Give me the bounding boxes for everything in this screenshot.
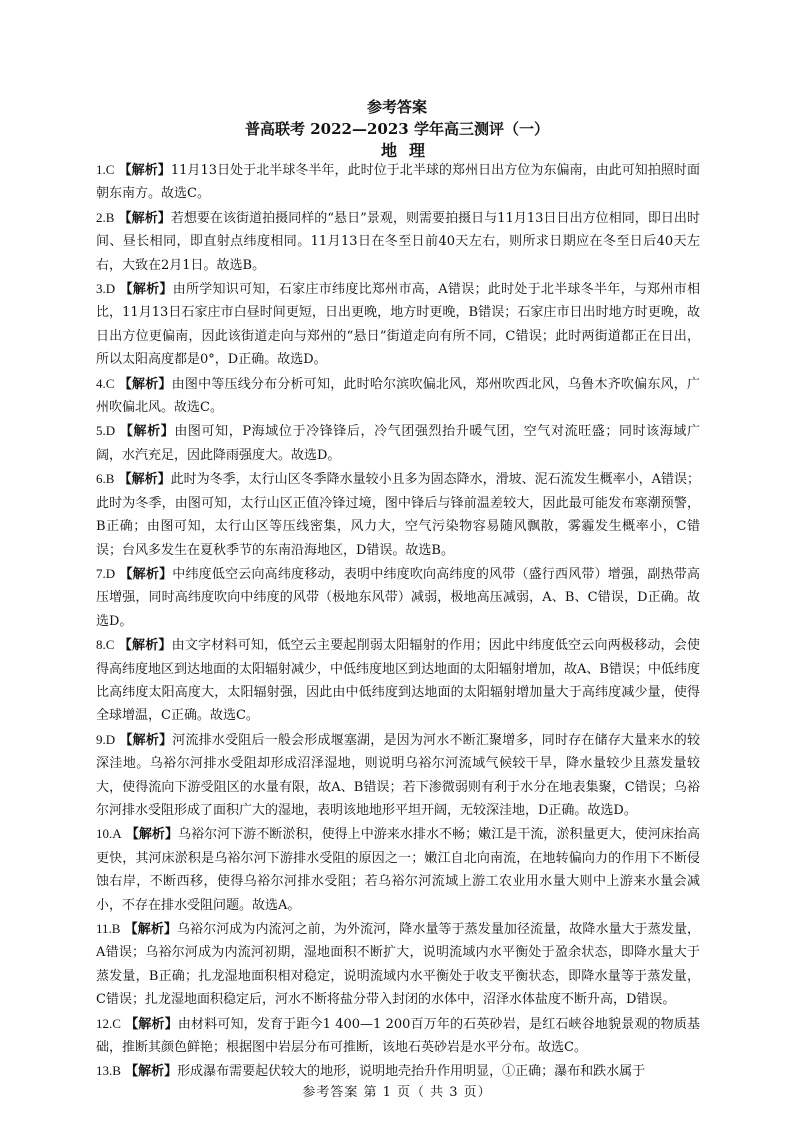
answer-number: 3.D (96, 281, 116, 297)
answer-item (96, 728, 700, 823)
analysis-tag: 【解析】 (125, 1064, 178, 1080)
analysis-tag: 【解析】 (124, 922, 177, 937)
analysis-tag: 【解析】 (118, 163, 171, 178)
analysis-tag: 【解析】 (119, 566, 173, 582)
analysis-tag: 【解析】 (119, 282, 173, 298)
answer-text: 乌裕尔河下游不断淤积，使得上中游来水排水不畅；嫩江是干流，淤积量更大，使河床抬高更快，其河床淤积是乌裕尔河下游排水受阻的原因之一；嫩江自北向南流，在地转偏向力的作用下不断侵蚀右岸，不断西移，使得乌裕尔河排水受阻；若乌裕尔河流域上游工农业用水量大则中上游来水量会减小，不存在排水受阻问题。故选A。 (96, 827, 700, 913)
answer-text: 此时为冬季，太行山区冬季降水量较小且多为固态降水，滑坡、泥石流发生概率小，A错误；此时为冬季，由图可知，太行山区正值冷锋过境，图中锋后与锋前温差较大，因此最可能发布寒潮预警，B正确；由图可知，太行山区等压线密集，风力大，空气污染物容易随风飘散，雾霾发生概率小，C错误；台风多发生在夏秋季节的东南沿海地区，D错误。故选B。 (96, 472, 700, 558)
answer-text: 由图可知，P海域位于冷锋锋后，冷气团强烈抬升暖气团，空气对流旺盛；同时该海域广阔，水汽充足，因此降雨强度大。故选D。 (96, 424, 700, 463)
page-footer: 参考答案 第 1 页（ 共 3 页） (302, 1085, 492, 1100)
answer-text: 河流排水受阻后一般会形成堰塞湖，是因为河水不断汇聚增多，同时存在储存大量来水的较深洼地。乌裕尔河排水受阻却形成沼泽湿地，则说明乌裕尔河流域气候较干旱，降水量较少且蒸发量较大，使得流向下游受阻区的水量有限，故A、B错误；若下渗微弱则有利于水分在地表集聚，C错误；乌裕尔河排水受阻形成了面积广大的湿地，表明该地地形平坦开阔，无较深洼地，D正确。故选D。 (96, 732, 700, 818)
analysis-tag: 【解析】 (125, 1016, 178, 1032)
answer-item (96, 822, 700, 917)
answer-text: 形成瀑布需要起伏较大的地形，说明地壳抬升作用明显，①正确；瀑布和跌水属于 (177, 1064, 646, 1080)
answer-number: 11.B (96, 921, 121, 936)
exam-title: 普高联考 2022—2023 学年高三测评（一） (245, 120, 549, 138)
answer-text: 中纬度低空云向高纬度移动，表明中纬度吹向高纬度的风带（盛行西风带）增强，副热带高压增强，同时高纬度吹向中纬度的风带（极地东风带）减弱，极地高压减弱，A、B、C错误，D正确。故选D。 (96, 566, 700, 629)
analysis-tag: 【解析】 (119, 424, 175, 440)
analysis-tag: 【解析】 (118, 210, 171, 226)
answer-item (96, 158, 700, 206)
answer-number: 2.B (96, 209, 115, 225)
answer-text: 由图中等压线分布分析可知，此时哈尔滨吹偏北风，郑州吹西北风，乌鲁木齐吹偏东风，广州吹偏北风。故选C。 (96, 376, 700, 416)
answer-number: 8.C (96, 637, 115, 653)
answer-item (96, 206, 700, 277)
answer-item (96, 277, 700, 372)
answer-item (96, 917, 700, 1012)
answer-number: 7.D (96, 565, 116, 581)
answer-number: 1.C (96, 162, 115, 177)
answer-text: 由所学知识可知，石家庄市纬度比郑州市高，A错误；此时处于北半球冬半年，与郑州市相比，11月13日石家庄市白昼时间更短，日出更晚，地方时更晚，B错误；石家庄市日出时地方时更晚，故日出方位更偏南，因此该街道走向与郑州的“悬日”街道走向有所不同，C错误；此时两街道都正在日出，所以太阳高度都是0°，D正确。故选D。 (96, 282, 700, 368)
answer-item (96, 372, 700, 420)
answer-number: 4.C (96, 375, 115, 391)
subject-title: 地理 (380, 141, 437, 160)
answer-number: 13.B (96, 1063, 121, 1079)
answer-number: 9.D (96, 731, 116, 747)
analysis-tag: 【解析】 (118, 638, 172, 654)
answer-item (96, 1012, 700, 1060)
answer-text: 11月13日处于北半球冬半年，此时位于北半球的郑州日出方位为东偏南，由此可知拍照时面朝东南方。故选C。 (96, 163, 700, 202)
answer-number: 12.C (96, 1015, 121, 1031)
answer-text: 由材料可知，发育于距今1 400—1 200百万年的石英砂岩，是红石峡谷地貌景观的物质基础，推断其颜色鲜艳；根据图中岩层分布可推断，该地石英砂岩是水平分布。故选C。 (96, 1016, 700, 1056)
analysis-tag: 【解析】 (118, 472, 171, 488)
analysis-tag: 【解析】 (119, 732, 173, 748)
answer-item (96, 467, 700, 562)
answer-text: 乌裕尔河成为内流河之前，为外流河，降水量等于蒸发量加径流量，故降水量大于蒸发量，A错误；乌裕尔河成为内流河初期，湿地面积不断扩大，说明流域内水平衡处于盈余状态，即降水量大于蒸发量，B正确；扎龙湿地面积相对稳定，说明流域内水平衡处于收支平衡状态，即降水量等于蒸发量，C错误；扎龙湿地面积稳定后，河水不断将盐分带入封闭的水体中，沼泽水体盐度不断升高，D错误。 (96, 922, 700, 1008)
analysis-tag: 【解析】 (118, 376, 172, 392)
answer-text: 由文字材料可知，低空云主要起削弱太阳辐射的作用；因此中纬度低空云向两极移动，会使得高纬度地区到达地面的太阳辐射减少，中低纬度地区到达地面的太阳辐射增加，故A、B错误；中低纬度比高纬度太阳高度大，太阳辐射强，因此由中低纬度到达地面的太阳辐射增加量大于高纬度减少量，使得全球增温，C正确。故选C。 (96, 638, 700, 724)
answer-number: 6.B (96, 471, 115, 487)
analysis-tag: 【解析】 (125, 827, 179, 843)
answer-item (96, 633, 700, 728)
answers-body (96, 158, 700, 1084)
answer-item (96, 419, 700, 467)
answer-item (96, 562, 700, 633)
answer-number: 10.A (96, 826, 122, 842)
answer-text: 若想要在该街道拍摄同样的“悬日”景观，则需要拍摄日与11月13日日出方位相同，即日出时间、昼长相同，即直射点纬度相同。11月13日在冬至日前40天左右，则所求日期应在冬至日后40天左右，大致在2月1日。故选B。 (96, 210, 700, 273)
doc-label: 参考答案 (366, 98, 427, 116)
answer-number: 5.D (96, 423, 116, 439)
